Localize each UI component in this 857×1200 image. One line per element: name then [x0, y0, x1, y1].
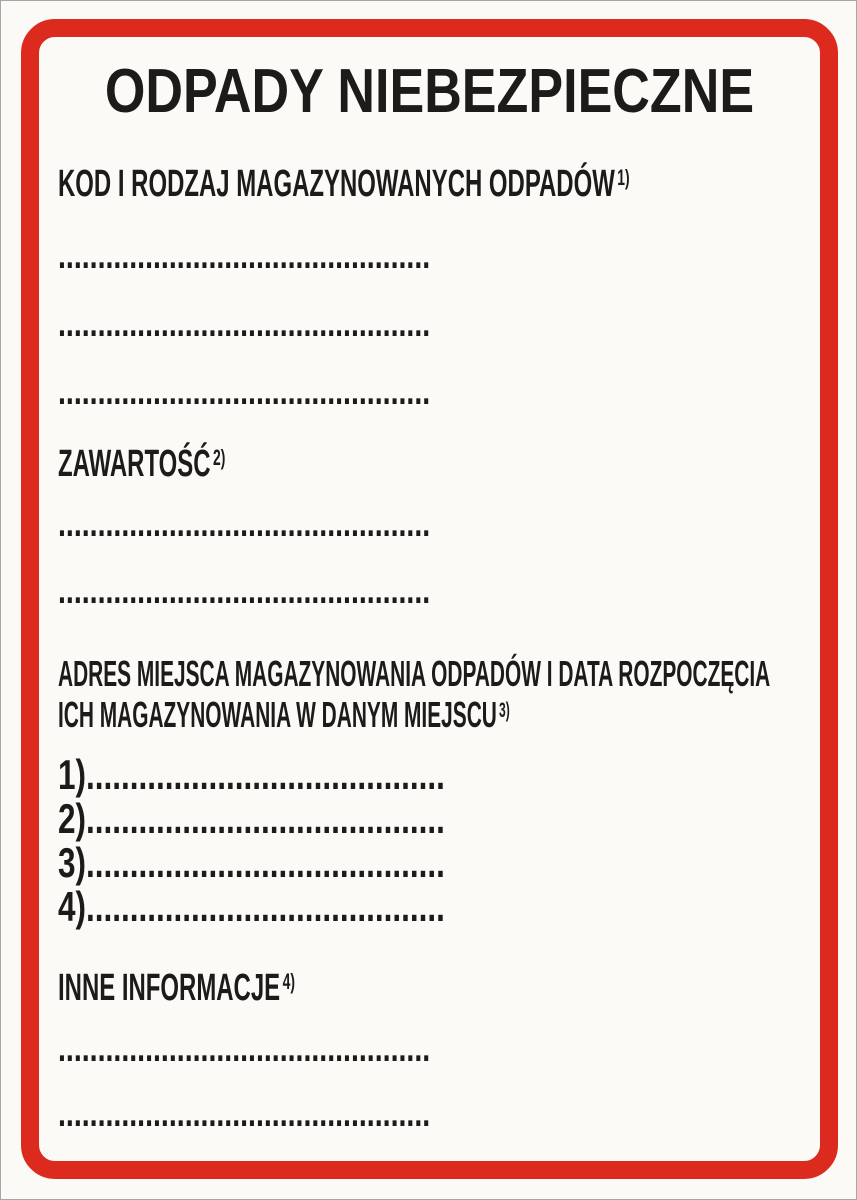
sign-title: ODPADY NIEBEZPIECZNE — [104, 57, 755, 126]
numbered-blank-dots: ......................................... — [86, 839, 445, 886]
blank-dotted-line: ............................................... — [58, 503, 431, 545]
heading-text: ICH MAGAZYNOWANIA W DANYM MIEJSCU — [58, 694, 497, 735]
section-heading-waste-code — [58, 161, 630, 212]
footnote-ref-1: 1) — [617, 164, 630, 190]
numbered-blank-dots: ......................................... — [86, 883, 445, 930]
numbered-blank-dots: ......................................... — [86, 751, 445, 798]
section-heading-address — [58, 653, 770, 741]
section-heading-other-info — [58, 965, 295, 1016]
blank-dotted-line: ............................................... — [58, 235, 431, 277]
numbered-blank-label: 1) — [58, 751, 87, 798]
heading-text-line2 — [58, 694, 770, 741]
heading-text: ZAWARTOŚĆ — [58, 443, 211, 485]
footnote-ref-2: 2) — [213, 444, 226, 470]
numbered-blank-label: 4) — [58, 883, 87, 930]
section-heading-contents — [58, 441, 225, 492]
blank-dotted-line: ............................................... — [58, 1093, 431, 1135]
heading-text: KOD I RODZAJ MAGAZYNOWANYCH ODPADÓW — [58, 163, 615, 205]
numbered-blank-label: 3) — [58, 839, 87, 886]
blank-dotted-line: ............................................... — [58, 570, 431, 612]
numbered-blank-line — [58, 753, 445, 797]
numbered-blank-label: 2) — [58, 795, 87, 842]
blank-dotted-line: ............................................... — [58, 303, 431, 345]
heading-text: INNE INFORMACJE — [58, 967, 281, 1009]
blank-dotted-line: ............................................... — [58, 1028, 431, 1070]
numbered-blank-line — [58, 841, 445, 885]
footnote-ref-4: 4) — [282, 968, 295, 994]
numbered-blank-line — [58, 885, 445, 929]
blank-dotted-line: ............................................... — [58, 371, 431, 413]
heading-text-line1: ADRES MIEJSCA MAGAZYNOWANIA ODPADÓW I DATA ROZPOCZĘCIA — [58, 653, 771, 694]
footnote-ref-3: 3) — [499, 698, 510, 722]
numbered-blank-dots: ......................................... — [86, 795, 445, 842]
numbered-blank-line — [58, 797, 445, 841]
